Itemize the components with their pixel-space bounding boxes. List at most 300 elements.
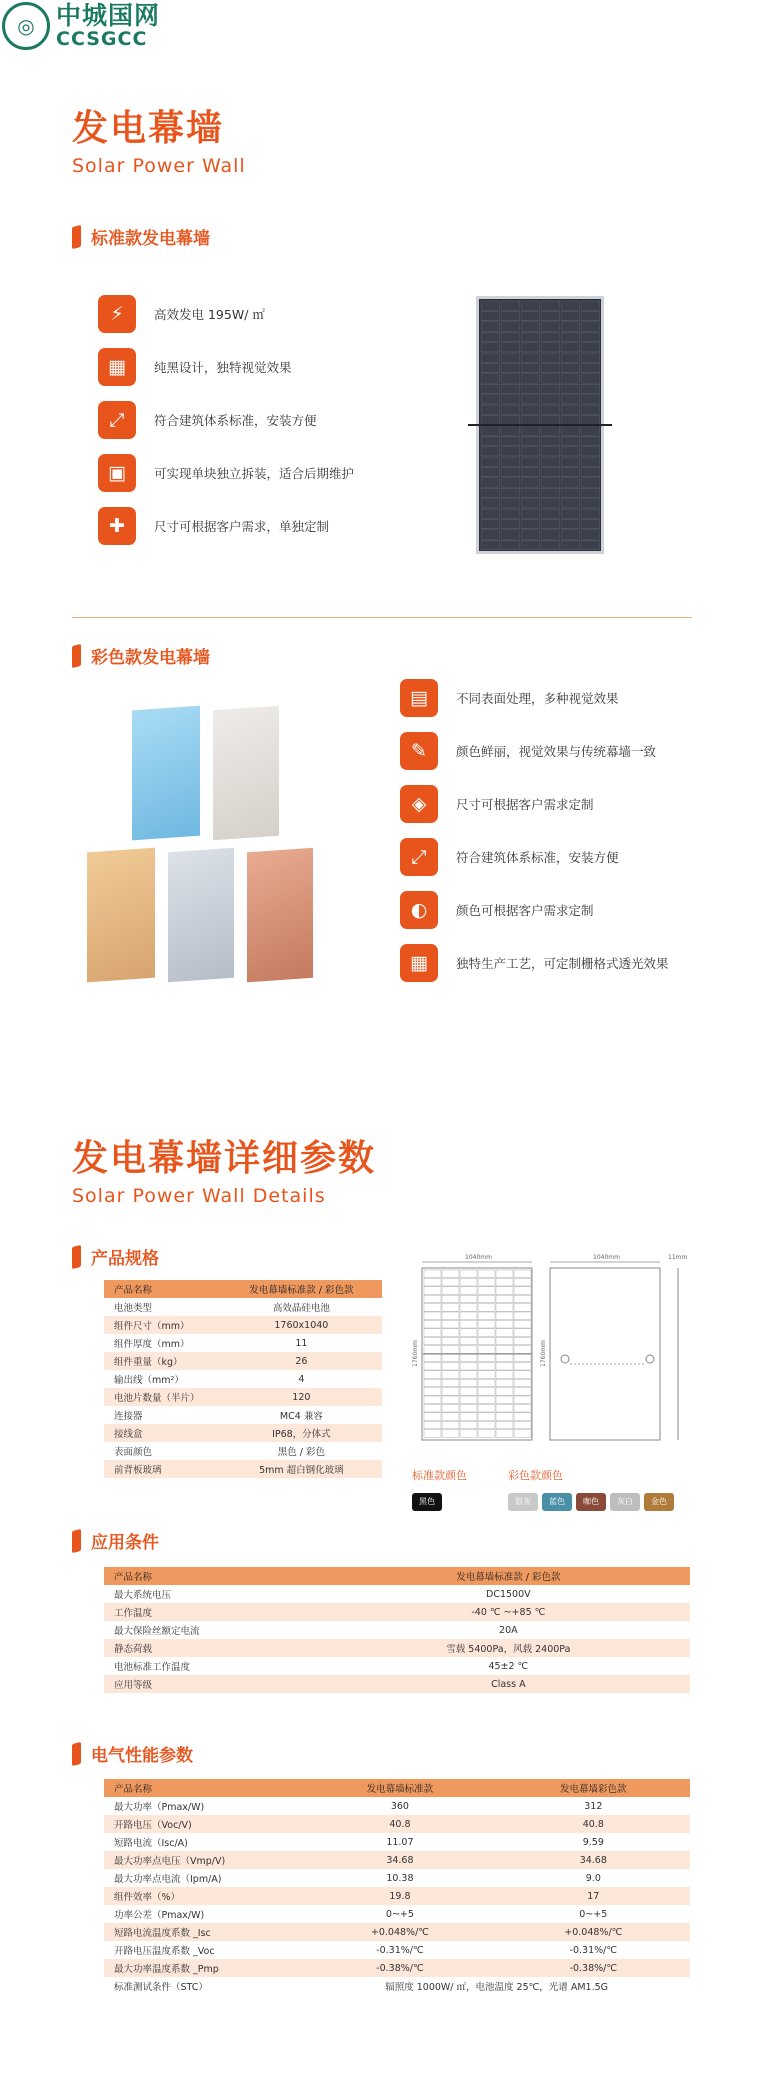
solar-cell	[481, 509, 500, 518]
table-row	[104, 1887, 690, 1905]
solar-cell	[481, 426, 500, 435]
solar-cell	[561, 363, 580, 372]
table-cell: 组件效率（%）	[104, 1887, 303, 1905]
solar-cell	[561, 436, 580, 445]
color-swatch[interactable]: 黑色	[412, 1493, 442, 1511]
drawing-cell	[442, 1346, 459, 1354]
drawing-cell	[478, 1413, 495, 1421]
solar-cell	[481, 311, 500, 320]
drawing-cell	[460, 1346, 477, 1354]
solar-cell	[501, 447, 520, 456]
table-cell: 短路电流（Isc/A)	[114, 1838, 188, 1849]
color-swatch[interactable]: 灰白	[610, 1493, 640, 1511]
section-elec-header	[72, 1741, 193, 1766]
solar-cell	[501, 467, 520, 476]
standard-feature-list	[98, 294, 354, 559]
drawing-cell	[442, 1413, 459, 1421]
drawing-cell	[424, 1346, 441, 1354]
solar-cell	[521, 426, 540, 435]
solar-cell	[521, 467, 540, 476]
solar-cell	[501, 322, 520, 331]
color-feature-list	[400, 678, 669, 996]
color-swatch[interactable]: 金色	[644, 1493, 674, 1511]
drawing-cell	[496, 1278, 513, 1286]
drawing-cell	[478, 1295, 495, 1303]
solar-cell	[581, 405, 600, 414]
section-marker-icon	[72, 1244, 81, 1268]
solar-cell	[561, 509, 580, 518]
solar-cell	[521, 457, 540, 466]
solar-cell	[541, 530, 560, 539]
std-color-label: 标准款颜色	[412, 1469, 467, 1482]
solar-cell	[501, 395, 520, 404]
table-cell: +0.048%/℃	[497, 1923, 690, 1941]
table-cell: 11.07	[386, 1836, 414, 1848]
solar-cell	[501, 509, 520, 518]
table-cell: 前背板玻璃	[104, 1460, 221, 1478]
solar-cell	[521, 530, 540, 539]
brand-name-cn: 中城国网	[56, 1, 161, 30]
solar-cell	[521, 363, 540, 372]
drawing-cell	[496, 1371, 513, 1379]
drawing-cell	[460, 1337, 477, 1345]
table-header-row	[104, 1280, 382, 1298]
solar-cell	[561, 353, 580, 362]
table-row	[104, 1442, 382, 1460]
drawing-cell	[424, 1413, 441, 1421]
logo-emblem-icon: ◎	[2, 2, 50, 50]
drawing-cell	[478, 1371, 495, 1379]
table-row	[104, 1316, 382, 1334]
table-cell: 9.0	[585, 1872, 601, 1884]
drawing-cell	[460, 1379, 477, 1387]
solar-cell	[541, 478, 560, 487]
solar-cell	[481, 301, 500, 310]
drawing-cell	[460, 1312, 477, 1320]
drawing-cell	[424, 1430, 441, 1438]
drawing-cell	[496, 1270, 513, 1278]
drawing-cell	[514, 1312, 531, 1320]
technical-drawing	[410, 1254, 690, 1454]
solar-cell	[581, 530, 600, 539]
drawing-cell	[478, 1430, 495, 1438]
solar-cell	[521, 519, 540, 528]
table-cell: -0.38%/℃	[303, 1959, 496, 1977]
drawing-cell	[496, 1388, 513, 1396]
feature-item	[400, 890, 669, 930]
drawing-cell	[424, 1329, 441, 1337]
table-cell: 45±2 ℃	[488, 1660, 529, 1672]
solar-cell	[541, 384, 560, 393]
expand-icon: ⤢	[400, 838, 438, 876]
drawing-cell	[514, 1337, 531, 1345]
drawing-cell	[442, 1362, 459, 1370]
drawing-cell	[496, 1337, 513, 1345]
table-cell: 发电幕墙标准款	[303, 1779, 496, 1797]
solar-cell	[581, 332, 600, 341]
drawing-cell	[424, 1287, 441, 1295]
table-cell: 组件尺寸（mm）	[104, 1316, 221, 1334]
table-row	[104, 1797, 690, 1815]
table-cell: -0.31%/℃	[569, 1944, 618, 1956]
drawing-cell	[460, 1278, 477, 1286]
solar-cell	[541, 436, 560, 445]
solar-cell	[521, 488, 540, 497]
table-cell: 最大功率（Pmax/W)	[114, 1802, 205, 1813]
solar-cell	[541, 457, 560, 466]
section-app-header	[72, 1528, 159, 1553]
table-row	[104, 1388, 382, 1406]
table-cell: 20A	[499, 1624, 518, 1636]
table-cell: 312	[584, 1800, 603, 1812]
table-row	[104, 1603, 690, 1621]
table-row	[104, 1334, 382, 1352]
stc-label: 标准测试条件（STC）	[114, 1982, 208, 1993]
solar-cell	[561, 540, 580, 549]
table-cell: 开路电压（Voc/V)	[104, 1815, 303, 1833]
drawing-cell	[478, 1404, 495, 1412]
feature-item	[400, 784, 669, 824]
drawing-cell	[514, 1362, 531, 1370]
solar-cell	[521, 499, 540, 508]
drawing-cell	[478, 1379, 495, 1387]
solar-cell	[501, 478, 520, 487]
solar-cell	[581, 426, 600, 435]
drawing-cell	[460, 1304, 477, 1312]
table-cell: 电池类型	[114, 1303, 153, 1314]
solar-cell	[561, 530, 580, 539]
solar-cell	[581, 343, 600, 352]
section-marker-icon	[72, 643, 81, 667]
solar-cell	[561, 499, 580, 508]
solar-cell	[481, 478, 500, 487]
color-color-label: 彩色款颜色	[508, 1469, 563, 1482]
solar-cell	[541, 540, 560, 549]
drawing-cell	[424, 1421, 441, 1429]
section-marker-icon	[72, 224, 81, 248]
shapes-icon: ◈	[400, 785, 438, 823]
table-row	[104, 1851, 690, 1869]
drawing-cell	[460, 1388, 477, 1396]
drawing-cell	[514, 1421, 531, 1429]
drawing-cell	[442, 1388, 459, 1396]
solar-cell	[481, 353, 500, 362]
table-cell: 高效晶硅电池	[272, 1303, 330, 1314]
color-panels-image	[80, 700, 330, 990]
drawing-cell	[442, 1430, 459, 1438]
drawing-cell	[442, 1287, 459, 1295]
table-cell: Class A	[327, 1675, 690, 1693]
solar-cell	[521, 478, 540, 487]
app-table-wrap	[104, 1567, 690, 1693]
solar-cell	[501, 332, 520, 341]
solar-cell	[541, 353, 560, 362]
solar-cell	[501, 311, 520, 320]
table-cell: 最大保险丝额定电流	[114, 1626, 200, 1637]
drawing-cell	[478, 1388, 495, 1396]
solar-cell	[521, 311, 540, 320]
table-cell: MC4 兼容	[279, 1411, 323, 1422]
table-cell: 发电幕墙标准款 / 彩色款	[327, 1567, 690, 1585]
drawing-cell	[496, 1329, 513, 1337]
solar-cell	[541, 499, 560, 508]
solar-cell	[561, 488, 580, 497]
drawing-cell	[496, 1362, 513, 1370]
drawing-cell	[514, 1396, 531, 1404]
solar-cell	[581, 488, 600, 497]
drawing-cell	[460, 1320, 477, 1328]
app-table	[104, 1567, 690, 1693]
drawing-cell	[514, 1379, 531, 1387]
solar-cell	[481, 519, 500, 528]
table-cell: 10.38	[386, 1872, 414, 1884]
drawing-cell	[514, 1346, 531, 1354]
drawing-cell	[514, 1354, 531, 1362]
table-cell: -40 ℃ ~+85 ℃	[327, 1603, 690, 1621]
table-row	[104, 1352, 382, 1370]
drawing-cell	[478, 1320, 495, 1328]
feature-text: 颜色可根据客户需求定制	[456, 903, 594, 918]
table-row	[104, 1815, 690, 1833]
table-cell: 表面颜色	[114, 1447, 153, 1458]
drawing-cell	[496, 1421, 513, 1429]
drawing-cell	[424, 1379, 441, 1387]
solar-cell	[541, 467, 560, 476]
puzzle-icon: ✚	[98, 507, 136, 545]
drawing-cell	[478, 1287, 495, 1295]
solar-cell	[541, 343, 560, 352]
drawing-cell	[460, 1404, 477, 1412]
table-row	[104, 1460, 382, 1478]
drawing-cell	[460, 1371, 477, 1379]
details-title: 发电幕墙详细参数	[72, 1138, 377, 1179]
table-cell: 连接器	[114, 1411, 143, 1422]
drawing-cell	[478, 1396, 495, 1404]
feature-item	[400, 943, 669, 983]
solar-cell	[541, 519, 560, 528]
table-cell: -0.31%/℃	[376, 1944, 424, 1956]
drawing-cell	[496, 1404, 513, 1412]
solar-cell	[541, 488, 560, 497]
table-cell: 5mm 超白钢化玻璃	[221, 1460, 382, 1478]
solar-cell	[581, 363, 600, 372]
drawing-cell	[478, 1312, 495, 1320]
solar-cell	[561, 374, 580, 383]
drawing-cell	[478, 1304, 495, 1312]
solar-cell	[581, 519, 600, 528]
elec-table-wrap	[104, 1779, 690, 1995]
solar-cell	[481, 457, 500, 466]
section-marker-icon	[72, 1528, 81, 1552]
table-cell: 输出线（mm²）	[114, 1375, 184, 1386]
spec-table-wrap	[104, 1280, 382, 1478]
table-cell: 26	[221, 1352, 382, 1370]
dimension-drawing	[410, 1254, 690, 1454]
layers-icon: ▤	[400, 679, 438, 717]
solar-cell	[521, 436, 540, 445]
solar-cell	[481, 540, 500, 549]
solar-cell	[581, 457, 600, 466]
color-panel-copper	[247, 848, 313, 983]
table-cell: 发电幕墙彩色款	[497, 1779, 690, 1797]
solar-cell	[521, 301, 540, 310]
feature-text: 纯黑设计，独特视觉效果	[154, 360, 292, 375]
solar-cell	[481, 447, 500, 456]
solar-cell	[581, 478, 600, 487]
drawing-cell	[514, 1413, 531, 1421]
table-row	[104, 1298, 382, 1316]
drawing-cell	[478, 1354, 495, 1362]
solar-cell	[561, 405, 580, 414]
table-cell: -0.38%/℃	[497, 1959, 690, 1977]
solar-cell	[541, 447, 560, 456]
solar-cell	[581, 353, 600, 362]
solar-cell	[521, 405, 540, 414]
color-panel-gold	[87, 848, 155, 983]
drawing-cell	[424, 1320, 441, 1328]
page-subtitle: Solar Power Wall	[72, 155, 246, 177]
solar-cell	[501, 301, 520, 310]
drawing-cell	[460, 1396, 477, 1404]
drawing-cell	[460, 1362, 477, 1370]
solar-cell	[501, 457, 520, 466]
table-cell: 黑色 / 彩色	[277, 1447, 325, 1458]
solar-cell	[521, 384, 540, 393]
table-cell: 120	[221, 1388, 382, 1406]
solar-cell	[581, 322, 600, 331]
table-cell: 最大功率温度系数 _Pmp	[104, 1959, 303, 1977]
feature-item	[400, 678, 669, 718]
table-row	[104, 1869, 690, 1887]
drawing-cell	[514, 1287, 531, 1295]
drawing-cell	[496, 1287, 513, 1295]
color-swatch[interactable]: 咖色	[576, 1493, 606, 1511]
color-swatch[interactable]: 蓝色	[542, 1493, 572, 1511]
stc-row	[104, 1977, 690, 1995]
solar-cell	[521, 395, 540, 404]
color-panel-silver	[168, 848, 234, 983]
drawing-cell	[514, 1304, 531, 1312]
solar-cell	[501, 519, 520, 528]
standard-panel-image	[476, 296, 604, 554]
stc-value: 辐照度 1000W/ ㎡，电池温度 25℃，光谱 AM1.5G	[385, 1982, 608, 1993]
drawing-cell	[496, 1430, 513, 1438]
solar-cell	[561, 395, 580, 404]
table-row	[104, 1639, 690, 1657]
solar-cell	[541, 405, 560, 414]
table-cell: 1760x1040	[221, 1316, 382, 1334]
solar-cell	[541, 322, 560, 331]
feature-item	[98, 506, 354, 546]
drawing-cell	[514, 1270, 531, 1278]
dim-height-label-back: 1760mm	[539, 1340, 547, 1367]
solar-cell	[501, 363, 520, 372]
drawing-cell	[442, 1329, 459, 1337]
solar-cell	[581, 540, 600, 549]
drawing-cell	[478, 1278, 495, 1286]
solar-cell	[501, 488, 520, 497]
drawing-cell	[424, 1396, 441, 1404]
feature-text: 尺寸可根据客户需求，单独定制	[154, 519, 330, 534]
table-cell: 34.68	[497, 1851, 690, 1869]
table-cell: +0.048%/℃	[303, 1923, 496, 1941]
table-cell: 静态荷载	[104, 1639, 327, 1657]
brand-logo[interactable]	[2, 2, 160, 50]
table-cell: 组件厚度（mm）	[114, 1339, 190, 1350]
table-header-row	[104, 1567, 690, 1585]
drawing-cell	[514, 1404, 531, 1412]
divider	[72, 617, 692, 618]
table-cell: 34.68	[303, 1851, 496, 1869]
drawing-cell	[460, 1287, 477, 1295]
drawing-cell	[424, 1304, 441, 1312]
color-swatch[interactable]: 银灰	[508, 1493, 538, 1511]
drawing-cell	[460, 1270, 477, 1278]
table-cell: 短路电流温度系数 _Isc	[104, 1923, 303, 1941]
table-cell: 最大功率点电流（Ipm/A)	[114, 1874, 222, 1885]
table-row	[104, 1923, 690, 1941]
drawing-cell	[442, 1304, 459, 1312]
drawing-cell	[514, 1320, 531, 1328]
solar-cell	[561, 343, 580, 352]
drawing-cell	[442, 1312, 459, 1320]
solar-cell	[481, 488, 500, 497]
solar-cell	[501, 353, 520, 362]
table-cell: 最大系统电压	[114, 1590, 172, 1601]
table-cell: 0~+5	[385, 1908, 414, 1920]
solar-cell	[501, 530, 520, 539]
solar-cell	[581, 509, 600, 518]
feature-item	[98, 453, 354, 493]
solar-cell	[501, 426, 520, 435]
table-cell: 产品名称	[104, 1567, 327, 1585]
solar-cell	[561, 311, 580, 320]
drawing-cell	[442, 1278, 459, 1286]
solar-cell	[561, 332, 580, 341]
drawing-cell	[424, 1388, 441, 1396]
solar-cell	[561, 447, 580, 456]
drawing-cell	[496, 1354, 513, 1362]
drawing-cell	[514, 1371, 531, 1379]
feature-item	[98, 294, 354, 334]
solar-cell	[541, 301, 560, 310]
table-row	[104, 1959, 690, 1977]
solar-cell	[481, 384, 500, 393]
drawing-cell	[514, 1388, 531, 1396]
table-cell: 组件重量（kg）	[104, 1352, 221, 1370]
feature-text: 独特生产工艺，可定制栅格式透光效果	[456, 956, 669, 971]
table-row	[104, 1406, 382, 1424]
solar-cell	[541, 363, 560, 372]
drawing-cell	[496, 1379, 513, 1387]
expand-icon: ⤢	[98, 401, 136, 439]
drawing-cell	[442, 1379, 459, 1387]
drawing-cell	[442, 1421, 459, 1429]
grid-icon: ▦	[400, 944, 438, 982]
drawing-cell	[424, 1270, 441, 1278]
table-row	[104, 1833, 690, 1851]
drawing-cell	[424, 1404, 441, 1412]
solar-cell	[521, 374, 540, 383]
table-cell: 产品名称	[104, 1280, 221, 1298]
drawing-cell	[496, 1295, 513, 1303]
grid-icon: ▦	[98, 348, 136, 386]
section-color-title: 彩色款发电幕墙	[91, 648, 210, 668]
color-swatch-list	[508, 1489, 678, 1511]
table-cell: DC1500V	[486, 1588, 531, 1600]
drawing-cell	[478, 1362, 495, 1370]
table-cell: 电池标准工作温度	[114, 1662, 191, 1673]
